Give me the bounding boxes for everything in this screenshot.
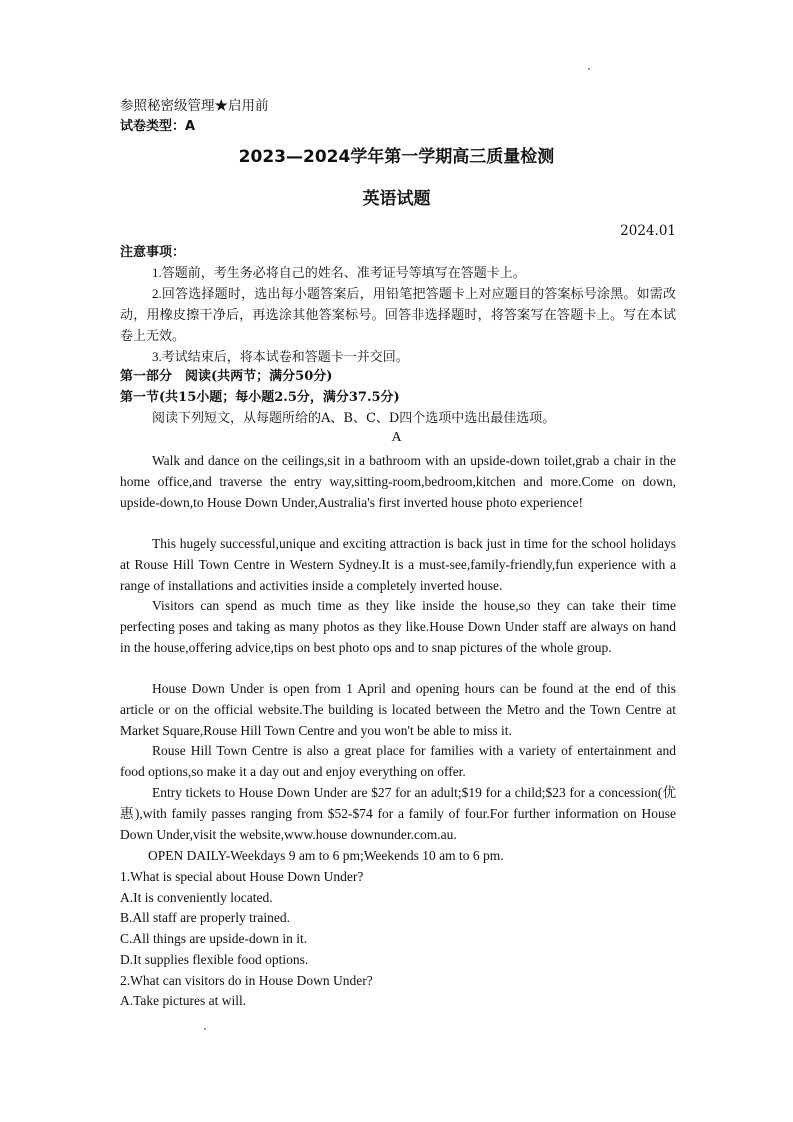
question-option: D.It supplies flexible food options. bbox=[120, 952, 309, 967]
note-item: 3.考试结束后，将本试卷和答题卡一并交回。 bbox=[152, 349, 409, 364]
paper-type: 试卷类型：A bbox=[120, 119, 196, 134]
passage-paragraph: Walk and dance on the ceilings,sit in a bathroom with an upside-down toilet,grab a chair in the home office,and traverse the entry way,sitting-room,bedroom,kitchen and more.Come on down, upside-down,to House Down Under,Australia's first inverted house photo experience! bbox=[120, 453, 676, 510]
question: 1.What is special about House Down Under? bbox=[120, 869, 364, 884]
exam-title: 2023—2024学年第一学期高三质量检测 bbox=[238, 147, 555, 167]
scan-speck bbox=[588, 68, 590, 70]
instruction: 阅读下列短文，从每题所给的A、B、C、D四个选项中选出最佳选项。 bbox=[152, 411, 556, 426]
exam-date: 2024.01 bbox=[620, 223, 676, 239]
passage-label: A bbox=[391, 430, 402, 445]
passage-paragraph: House Down Under is open from 1 April and opening hours can be found at the end of this article or on the official website.The building is located between the Metro and the Town Centre at Market Square,Rouse Hill Town Centre and you won't be able to miss it. bbox=[120, 681, 676, 738]
question-option: B.All staff are properly trained. bbox=[120, 910, 290, 925]
exam-subtitle: 英语试题 bbox=[362, 189, 431, 209]
passage-paragraph: Rouse Hill Town Centre is also a great place for families with a variety of entertainment and food options,so make it a day out and enjoy everything on offer. bbox=[120, 743, 676, 779]
passage-paragraph: Entry tickets to House Down Under are $27 for an adult;$19 for a child;$23 for a concession(优惠),with family passes ranging from $52-$74 for a family of four.For further information on House Down Under,visit the website,www.house downunder.com.au. bbox=[120, 785, 676, 842]
passage-paragraph: Visitors can spend as much time as they like inside the house,so they can take their time perfecting poses and taking as many photos as they like.House Down Under staff are always on hand in the house,offering advice,tips on best photo ops and to snap pictures of the whole group. bbox=[120, 598, 676, 655]
question-option: A.It is conveniently located. bbox=[120, 890, 273, 905]
note-item: 2.回答选择题时，选出每小题答案后，用铅笔把答题卡上对应题目的答案标号涂黑。如需改动，用橡皮擦干净后，再选涂其他答案标号。回答非选择题时，将答案写在答题卡上。写在本试卷上无效。 bbox=[120, 286, 676, 343]
note-item: 1.答题前，考生务必将自己的姓名、准考证号等填写在答题卡上。 bbox=[152, 265, 526, 280]
passage-paragraph: This hugely successful,unique and exciting attraction is back just in time for the school holidays at Rouse Hill Town Centre in Western Sydney.It is a must-see,family-friendly,fun experience with a range of installations and activities inside a completely inverted house. bbox=[120, 536, 676, 593]
question-option: C.All things are upside-down in it. bbox=[120, 931, 308, 946]
scan-speck bbox=[204, 1028, 206, 1030]
confidential-label: 参照秘密级管理★启用前 bbox=[120, 98, 269, 114]
notes-heading: 注意事项： bbox=[120, 245, 186, 260]
opening-hours: OPEN DAILY-Weekdays 9 am to 6 pm;Weekends 10 am to 6 pm. bbox=[148, 848, 504, 863]
question: 2.What can visitors do in House Down Under? bbox=[120, 973, 373, 988]
subpart-heading: 第一节(共15小题；每小题2.5分，满分37.5分) bbox=[120, 390, 400, 405]
part-heading: 第一部分 阅读(共两节；满分50分) bbox=[120, 369, 333, 384]
question-option: A.Take pictures at will. bbox=[120, 993, 247, 1008]
